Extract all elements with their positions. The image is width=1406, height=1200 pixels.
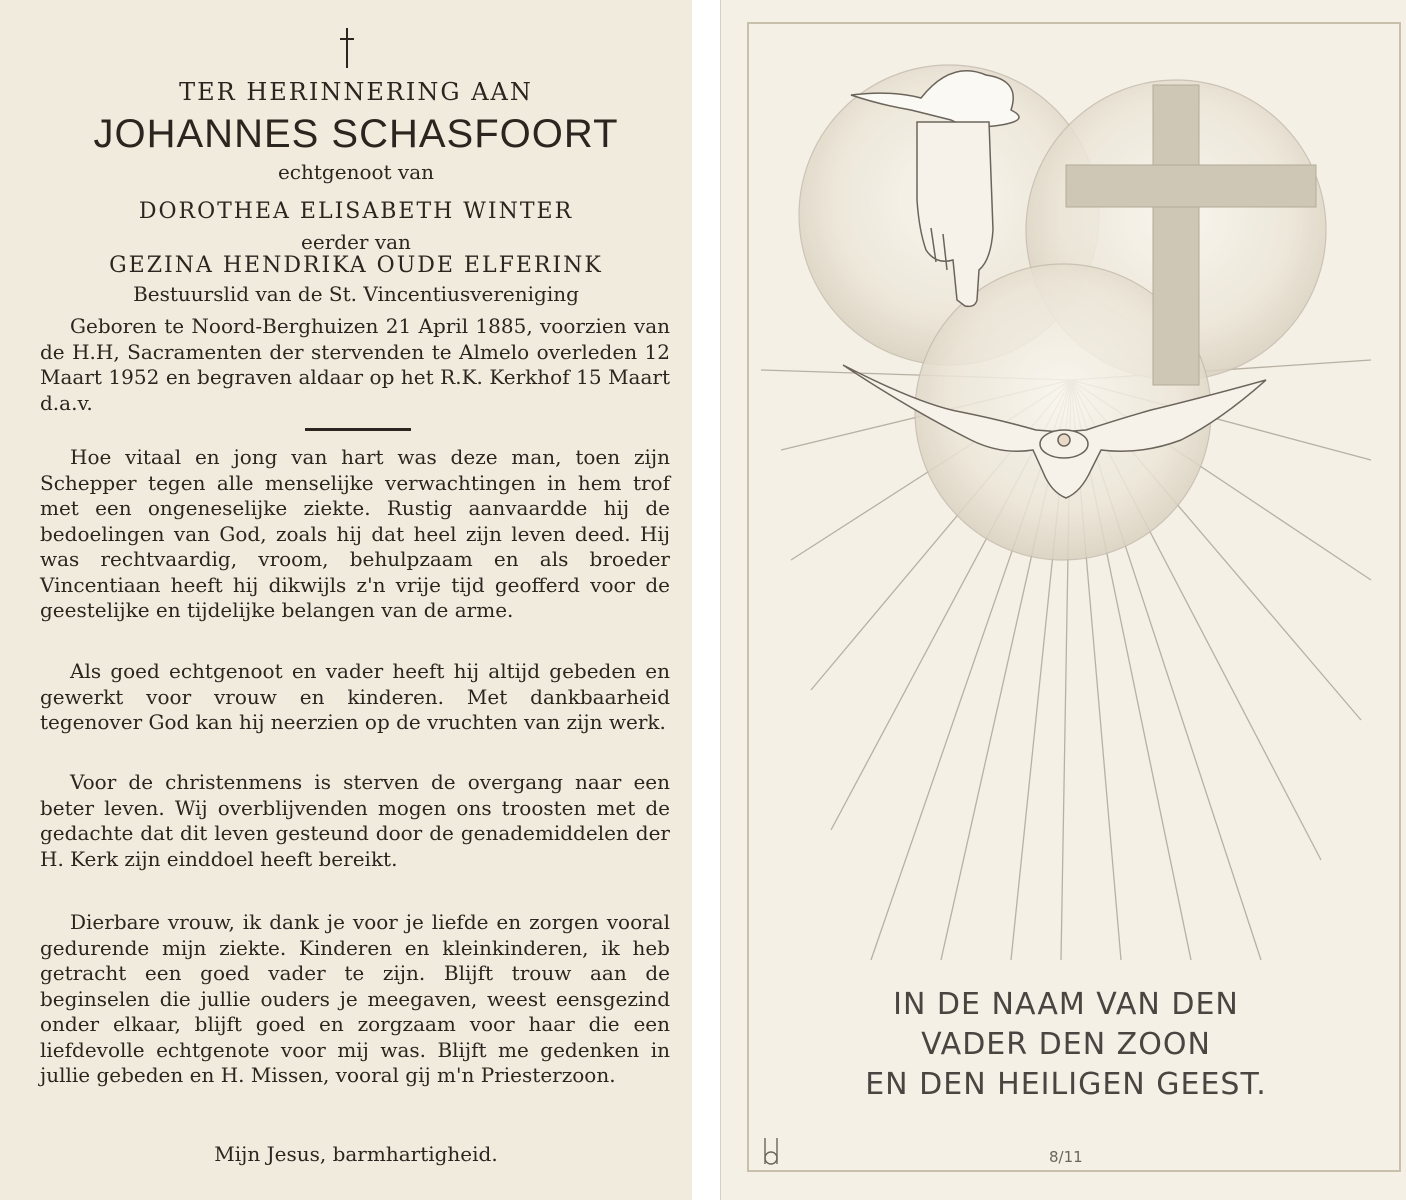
memorial-paragraph: Hoe vitaal en jong van hart was deze man, toen zijn Schepper tegen alle menselijke verwachtingen in hem trof met een ongeneselijke ziekte. Rustig aanvaardde hij de bedoelingen van God, zoals hij dat heel zijn leven deed. Hij was rechtvaardig, vroom, behulpzaam en als broeder Vincentiaan heeft hij dikwijls z'n vrije tijd geofferd voor de geestelijke en tijdelijke belangen van de arme. — [40, 445, 670, 622]
cross-icon — [340, 28, 354, 68]
memorial-paragraph: Als goed echtgenoot en vader heeft hij altijd gebeden en gewerkt voor vrouw en kinderen. Met dankbaarheid tegenover God kan hij neerzien op de vruchten van zijn werk. — [40, 659, 670, 734]
motto-line: EN DEN HEILIGEN GEEST. — [865, 1067, 1267, 1102]
relation-label-2: eerder van — [301, 230, 411, 254]
monogram-icon — [765, 1138, 777, 1164]
motto-line: IN DE NAAM VAN DEN — [893, 987, 1239, 1022]
spouse-name-2: GEZINA HENDRIKA OUDE ELFERINK — [109, 253, 603, 278]
memorial-card-image-side — [720, 0, 1406, 1200]
memorial-card-text-side — [0, 0, 692, 1200]
memorial-paragraph: Voor de christenmens is sterven de overgang naar een beter leven. Wij overblijvenden mogen ons troosten met de gedachte dat dit leven gesteund door de genademiddelen der H. Kerk zijn einddoel heeft bereikt. — [40, 770, 670, 871]
motto-line: VADER DEN ZOON — [921, 1027, 1211, 1062]
card-number: 8/11 — [1049, 1148, 1083, 1166]
divider — [305, 428, 411, 431]
birth-death-paragraph: Geboren te Noord-Berghuizen 21 April 1885, voorzien van de H.H, Sacramenten der stervenden te Almelo overleden 12 Maart 1952 en begraven aldaar op het R.K. Kerkhof 15 Maart d.a.v. — [40, 314, 670, 415]
role-line: Bestuurslid van de St. Vincentiusvereniging — [133, 282, 579, 306]
memorial-header: TER HERINNERING AAN — [179, 78, 533, 106]
memorial-paragraph: Dierbare vrouw, ik dank je voor je liefde en zorgen vooral gedurende mijn ziekte. Kinderen en kleinkinderen, ik heb getracht een goed vader te zijn. Blijft trouw aan de beginselen die jullie ouders je meegaven, weest eensgezind onder elkaar, blijft goed en zorgzaam voor haar die een liefdevolle echtgenote voor mij was. Blijft me gedenken in jullie gebeden en H. Missen, vooral gij m'n Priesterzoon. — [40, 910, 670, 1087]
spouse-name-1: DOROTHEA ELISABETH WINTER — [138, 199, 574, 224]
deceased-name: JOHANNES SCHASFOORT — [93, 112, 619, 156]
closing-prayer: Mijn Jesus, barmhartigheid. — [214, 1142, 498, 1166]
relation-label-1: echtgenoot van — [277, 160, 435, 184]
